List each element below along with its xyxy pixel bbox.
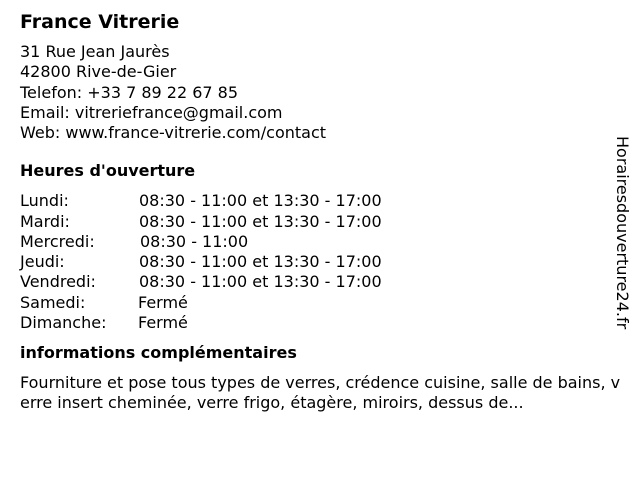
day-hours: 08:30 - 11:00 et 13:30 - 17:00 [139,252,382,272]
day-hours: 08:30 - 11:00 et 13:30 - 17:00 [139,211,382,231]
day-label: Lundi: [20,191,69,211]
web-line: Web: www.france-vitrerie.com/contact [20,123,327,143]
day-label: Mardi: [20,211,70,231]
email-line: Email: vitreriefrance@gmail.com [20,102,283,122]
opening-hours-table [20,191,620,332]
hours-row-dimanche [20,313,620,333]
day-hours: 08:30 - 11:00 et 13:30 - 17:00 [139,191,382,211]
day-label: Vendredi: [20,272,96,292]
day-label: Samedi: [20,292,86,312]
business-name: France Vitrerie [20,11,180,33]
day-hours: 08:30 - 11:00 [140,231,249,251]
opening-hours-heading: Heures d'ouverture [20,161,196,181]
day-hours: Fermé [138,312,188,332]
hours-row-jeudi [20,252,620,272]
hours-row-mercredi [20,232,620,252]
day-label: Dimanche: [20,312,107,332]
day-label: Jeudi: [20,252,65,272]
address-city: 42800 Rive-de-Gier [20,62,177,82]
additional-info-heading: informations complémentaires [20,342,297,362]
business-card [20,10,620,413]
phone-line: Telefon: +33 7 89 22 67 85 [20,82,239,102]
hours-row-mardi [20,212,620,232]
hours-row-vendredi [20,272,620,292]
day-hours: 08:30 - 11:00 et 13:30 - 17:00 [139,272,382,292]
additional-info-text: Fourniture et pose tous types de verres, crédence cuisine, salle de bains, verre insert cheminée, verre frigo, étagère, miroirs, dessus de... [20,372,621,412]
contact-block [20,42,620,143]
hours-row-lundi [20,191,620,211]
site-watermark: Horairesdouverture24.fr [613,136,632,330]
address-street: 31 Rue Jean Jaurès [20,42,170,61]
day-label: Mercredi: [20,231,95,251]
hours-row-samedi [20,293,620,313]
day-hours: Fermé [138,292,188,312]
